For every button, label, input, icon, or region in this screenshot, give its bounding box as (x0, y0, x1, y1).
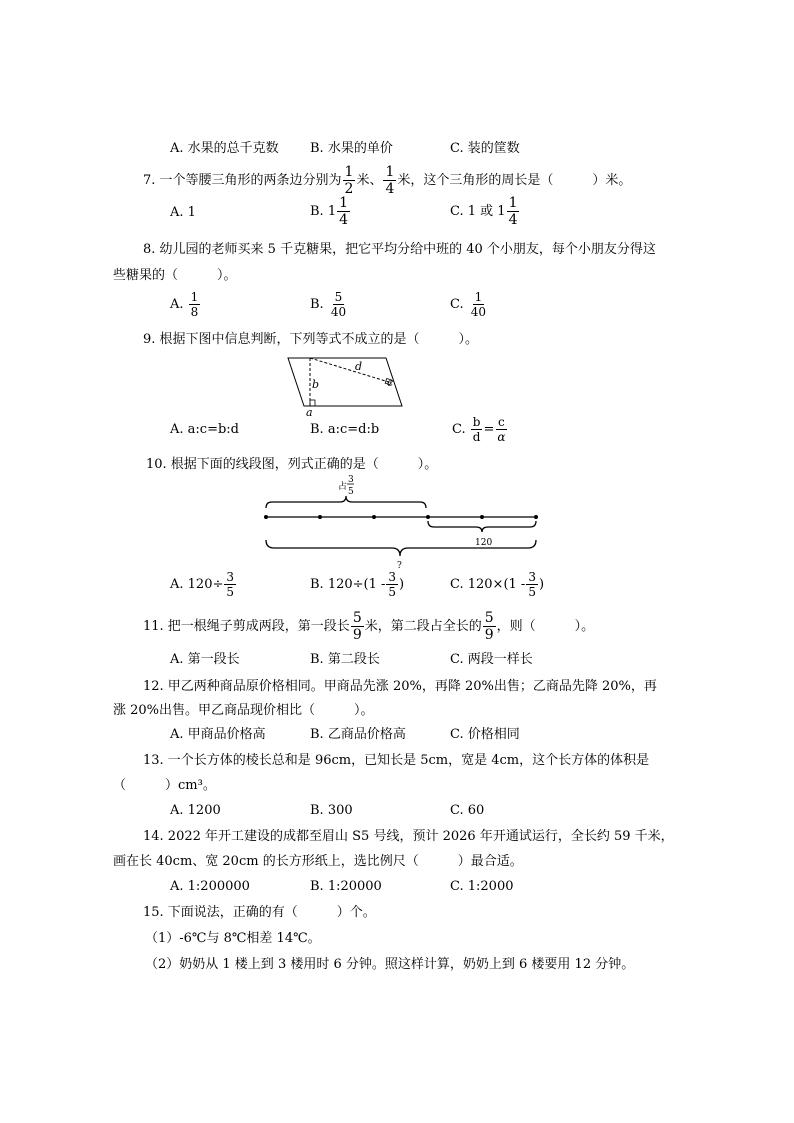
question-9: 9. 根据下图中信息判断，下列等式不成立的是（ ）。 (143, 332, 479, 347)
segment-point-2 (372, 515, 376, 519)
label-a: a (306, 406, 313, 418)
big-brace-label: ? (397, 561, 402, 570)
segment-point-3 (426, 515, 430, 519)
q7-option-c: C. 1 或 1 $\frac{1}{4}$ (450, 195, 518, 228)
q12-option-c: C. 价格相同 (450, 727, 520, 742)
q14-option-c: C. 1:2000 (450, 879, 514, 894)
q8-option-c: C. $\frac{1}{40}$ (450, 290, 487, 319)
q9-option-c: C. $\frac{b}{d}$ = $\frac{c}{\alpha}$ (452, 415, 506, 444)
top-brace (266, 496, 426, 508)
parallelogram-shape (288, 358, 402, 406)
q7-option-a: A. 1 (170, 205, 196, 220)
q13-option-b: B. 300 (310, 803, 353, 818)
question-12-line-2: 涨 20%出售。甲乙商品现价相比（ ）。 (113, 703, 374, 718)
question-13-line-1: 13. 一个长方体的棱长总和是 96cm，已知长是 5cm，宽是 4cm，这个长方体的体积是 (143, 753, 650, 768)
q13-option-a: A. 1200 (170, 803, 221, 818)
q11-option-c: C. 两段一样长 (450, 652, 533, 667)
question-7 (143, 164, 631, 197)
q7-unit-1: 米、 (356, 173, 383, 188)
parallelogram-diagram (280, 352, 410, 418)
q7-fraction-2: $\frac{1}{4}$ (385, 164, 395, 197)
q15-statement-1: （1）-6℃与 8℃相差 14℃。 (145, 931, 321, 946)
q6-option-a: A. 水果的总千克数 (170, 141, 279, 156)
question-8-line-2: 些糖果的（ ）。 (113, 268, 237, 283)
bottom-big-brace (266, 540, 536, 556)
top-brace-denominator: 5 (348, 487, 354, 497)
q6-option-c: C. 装的筐数 (450, 141, 520, 156)
q7-text-pre: 7. 一个等腰三角形的两条边分别为 (143, 173, 342, 188)
q9-option-b: B. a:c=d:b (310, 422, 380, 437)
q11-option-a: A. 第一段长 (170, 652, 240, 667)
question-13-line-2: （ ）cm³。 (113, 778, 216, 793)
question-15: 15. 下面说法，正确的有（ ）个。 (143, 905, 376, 920)
q15-statement-2: （2）奶奶从 1 楼上到 3 楼用时 6 分钟。照这样计算，奶奶上到 6 楼要用 12 分钟。 (145, 957, 635, 972)
q10-option-c: C. 120×(1 - $\frac{3}{5}$ ) (450, 570, 545, 599)
q7-option-b: B. 1 $\frac{1}{4}$ (310, 195, 349, 228)
q8-option-b: B. $\frac{5}{40}$ (310, 290, 347, 319)
q10-option-a: A. 120÷ $\frac{3}{5}$ (170, 570, 234, 599)
q7-text-post: 米，这个三角形的周长是（ ）米。 (397, 173, 632, 188)
question-8-line-1: 8. 幼儿园的老师买来 5 千克糖果，把它平均分给中班的 40 个小朋友，每个小朋友分得这 (143, 242, 656, 257)
height-d-line (310, 358, 392, 383)
q8-option-a: A. $\frac{1}{8}$ (170, 290, 199, 319)
segment-point-5 (534, 515, 538, 519)
q12-option-b: B. 乙商品价格高 (310, 727, 406, 742)
question-10: 10. 根据下面的线段图，列式正确的是（ ）。 (146, 457, 438, 472)
q14-option-a: A. 1:200000 (170, 879, 250, 894)
q7-fraction-1: $\frac{1}{2}$ (344, 164, 354, 197)
q13-option-c: C. 60 (450, 803, 485, 818)
segment-point-0 (264, 515, 268, 519)
label-c: c (387, 376, 394, 389)
question-14-line-1: 14. 2022 年开工建设的成都至眉山 S5 号线，预计 2026 年开通试运行，全长约 59 千米， (143, 829, 674, 844)
top-brace-numerator: 3 (348, 475, 354, 485)
q12-option-a: A. 甲商品价格高 (170, 727, 266, 742)
q11-option-b: B. 第二段长 (310, 652, 380, 667)
label-b: b (312, 378, 320, 391)
question-14-line-2: 画在长 40cm、宽 20cm 的长方形纸上，选比例尺（ ）最合适。 (113, 854, 523, 869)
q10-option-b: B. 120÷(1 - $\frac{3}{5}$ ) (310, 570, 405, 599)
q9-option-a: A. a:c=b:d (170, 422, 239, 437)
small-brace-label: 120 (475, 538, 493, 548)
line-segment-diagram (258, 474, 548, 570)
question-12-line-1: 12. 甲乙两种商品原价格相同。甲商品先涨 20%，再降 20%出售；乙商品先降 20%，再 (143, 679, 657, 694)
segment-point-4 (480, 515, 484, 519)
top-brace-label: 占 (338, 482, 348, 492)
q14-option-b: B. 1:20000 (310, 879, 382, 894)
question-11: 11. 把一根绳子剪成两段，第一段长 $\frac{5}{9}$ 米，第二段占全长的 $\frac{5}{9}$ ，则（ ）。 (143, 610, 595, 643)
bottom-small-brace (428, 521, 536, 532)
q6-option-b: B. 水果的单价 (310, 141, 393, 156)
label-d: d (355, 360, 363, 373)
segment-point-1 (318, 515, 322, 519)
